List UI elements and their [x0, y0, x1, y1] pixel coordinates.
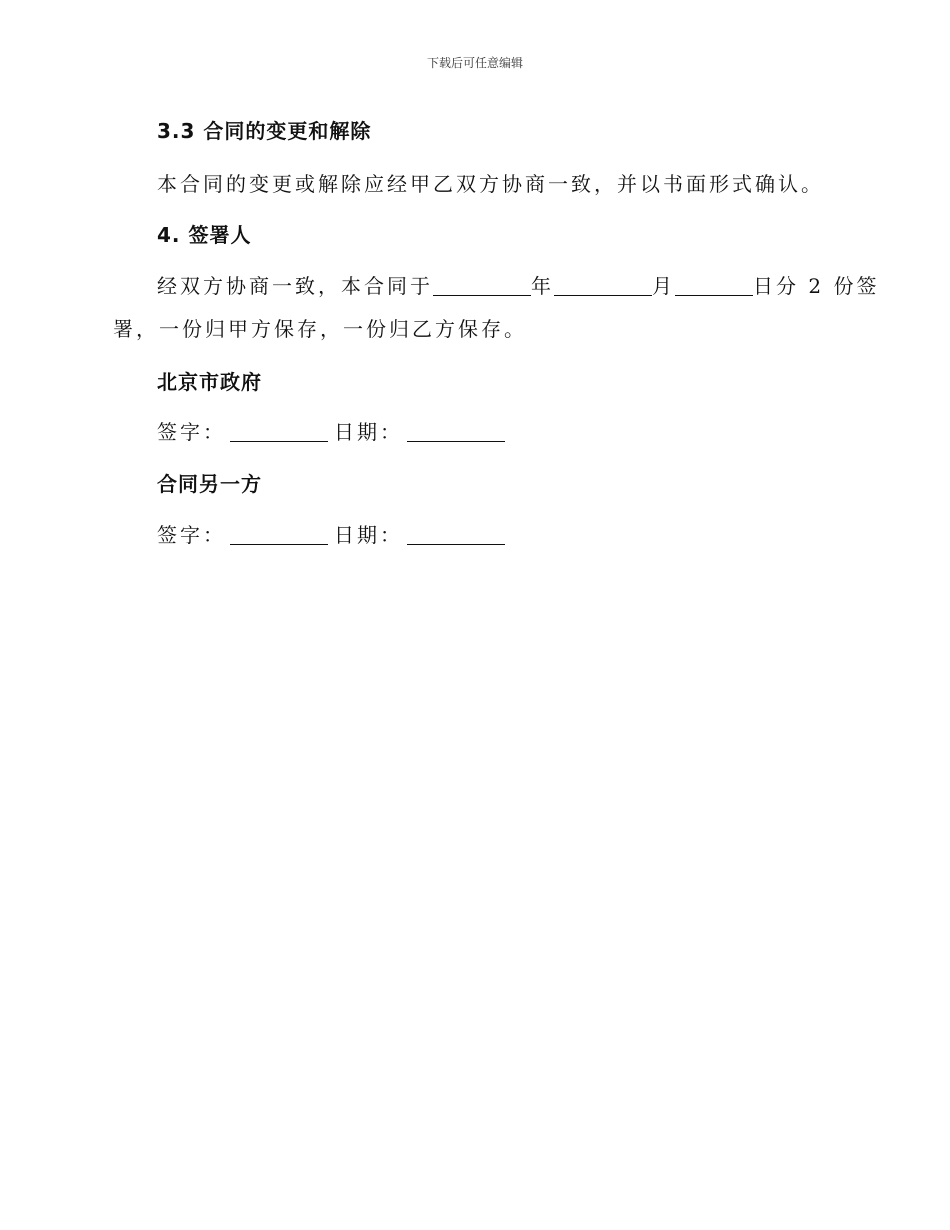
section-3-3-heading: 3.3 合同的变更和解除 [157, 119, 372, 143]
day-blank [675, 275, 753, 296]
year-blank [433, 275, 531, 296]
page-header: 下载后可任意编辑 [426, 56, 523, 70]
party-a-date-label: 日期： [334, 420, 403, 444]
party-b-signature-row [157, 519, 511, 548]
party-a-signature-blank [230, 421, 328, 442]
signing-date-paragraph [157, 270, 879, 299]
section-3-3-body: 本合同的变更或解除应经甲乙双方协商一致，并以书面形式确认。 [157, 172, 824, 196]
party-b-date-label: 日期： [334, 523, 403, 547]
party-b-name: 合同另一方 [157, 472, 262, 496]
month-label: 月 [652, 274, 675, 298]
party-b-date-blank [407, 524, 505, 545]
party-b-signature-blank [230, 524, 328, 545]
signing-paragraph-continuation: 署，一份归甲方保存，一份归乙方保存。 [113, 317, 527, 341]
signing-text-intro: 经双方协商一致，本合同于 [157, 274, 433, 298]
party-a-sign-label: 签字： [157, 420, 226, 444]
party-a-signature-row [157, 416, 511, 445]
party-b-sign-label: 签字： [157, 523, 226, 547]
year-label: 年 [531, 274, 554, 298]
month-blank [554, 275, 652, 296]
section-4-heading: 4. 签署人 [157, 223, 252, 247]
party-a-date-blank [407, 421, 505, 442]
day-label-and-copies: 日分 2 份签 [753, 274, 880, 298]
party-a-name: 北京市政府 [157, 370, 262, 394]
